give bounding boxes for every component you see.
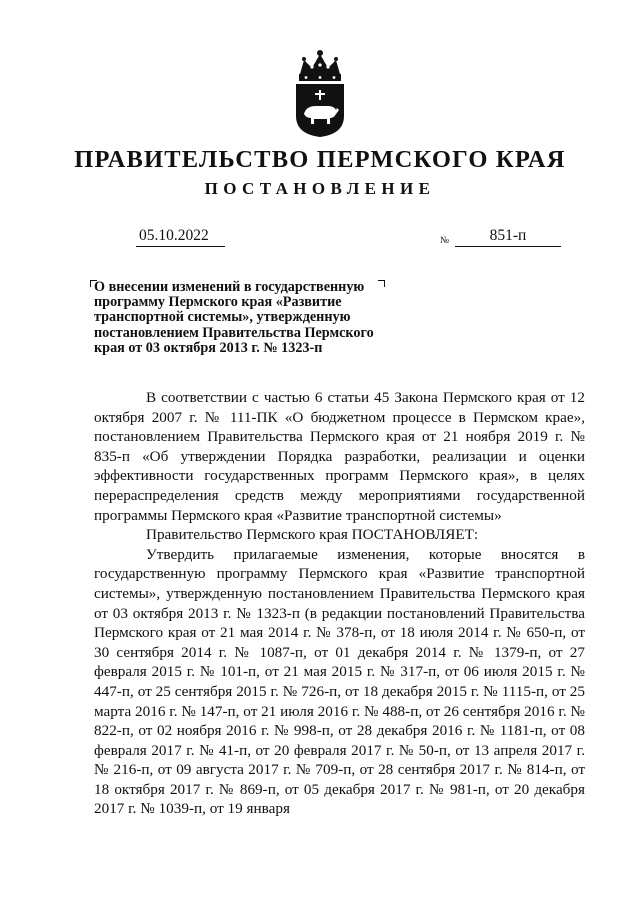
subject-line: О внесении изменений в государственную	[94, 279, 365, 295]
government-title: ПРАВИТЕЛЬСТВО ПЕРМСКОГО КРАЯ	[74, 146, 566, 173]
document-body	[94, 388, 585, 819]
document-type: ПОСТАНОВЛЕНИЕ	[204, 179, 436, 198]
subject-line: программу Пермского края «Развитие	[94, 294, 342, 311]
document-subject	[94, 280, 414, 356]
subject-line: транспортной системы», утвержденную	[94, 309, 351, 326]
document-number: 851-п	[455, 227, 561, 247]
document-date: 05.10.2022	[136, 227, 225, 247]
resolution-statement: Правительство Пермского края ПОСТАНОВЛЯЕТ:	[146, 526, 479, 544]
subject-line: края от 03 октября 2013 г. № 1323-п	[94, 339, 323, 356]
number-sign: №	[440, 236, 450, 246]
item-1-paragraph: Утвердить прилагаемые изменения, которые вносятся в государственную программу Пермского края «Развитие транспортной системы», утвержденную постановлением Правительства Пермского края от 03 октября 2013 г. № 1323-п (в редакции постановлений Правительства Пермского края от 21 мая 2014 г. № 378-п, от 18 июля 2014 г. № 650-п, от 30 сентября 2014 г. № 1087-п, от 01 декабря 2014 г. № 1379-п, от 27 февраля 2015 г. № 101-п, от 21 мая 2015 г. № 317-п, от 06 июля 2015 г. № 447-п, от 25 сентября 2015 г. № 726-п, от 18 декабря 2015 г. № 1115-п, от 25 марта 2016 г. № 147-п, от 21 июля 2016 г. № 488-п, от 26 сентября 2016 г. № 822-п, от 02 ноября 2016 г. № 998-п, от 28 декабря 2016 г. № 1181-п, от 08 февраля 2017 г. № 41-п, от 20 февраля 2017 г. № 50-п, от 13 апреля 2017 г. № 216-п, от 09 августа 2017 г. № 709-п, от 28 сентября 2017 г. № 814-п, от 18 октября 2017 г. № 869-п, от 05 декабря 2017 г. № 981-п, от 20 декабря 2017 г. № 1039-п, от 19 января	[94, 545, 585, 818]
preamble-paragraph: В соответствии с частью 6 статьи 45 Закона Пермского края от 12 октября 2007 г. № 111-ПК «О бюджетном процессе в Пермском крае», постановлением Правительства Пермского края от 21 ноября 2019 г. № 835-п «Об утверждении Порядка разработки, реализации и оценки эффективности государственных программ Пермского края», в целях перераспределения средств между мероприятиями государственной программы Пермского края «Развитие транспортной системы»	[94, 389, 585, 524]
perm-krai-coat-of-arms-icon	[290, 48, 350, 138]
subject-line: постановлением Правительства Пермского	[94, 324, 374, 341]
